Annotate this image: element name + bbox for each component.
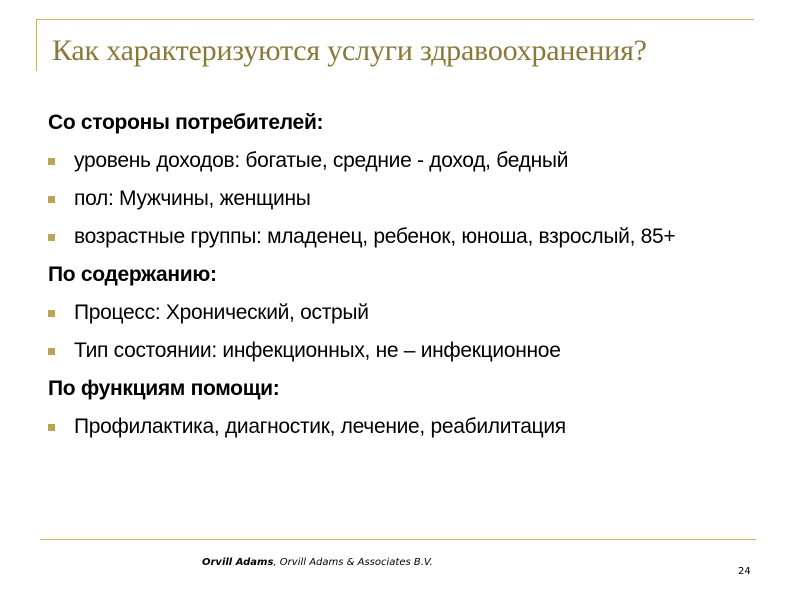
bullet-item xyxy=(48,186,768,212)
footer-credit xyxy=(202,557,433,568)
bullet-square-icon xyxy=(48,310,55,317)
page-number: 24 xyxy=(738,566,751,577)
bullet-text: Профилактика, диагностик, лечение, реабилитация xyxy=(74,415,566,438)
bullet-text: Тип состоянии: инфекционных, не – инфекционное xyxy=(74,339,561,362)
footer-author: Orvill Adams xyxy=(202,557,274,568)
slide-content xyxy=(48,110,768,452)
left-rule xyxy=(36,19,37,71)
footer-organization: , Orvill Adams & Associates B.V. xyxy=(273,557,433,568)
bullet-square-icon xyxy=(48,158,55,165)
bullet-text: возрастные группы: младенец, ребенок, юноша, взрослый, 85+ xyxy=(74,225,676,248)
section-heading: По функциям помощи: xyxy=(48,377,280,400)
bullet-text: пол: Мужчины, женщины xyxy=(74,187,311,210)
bullet-item xyxy=(48,414,768,440)
footer-rule xyxy=(40,539,756,540)
section-heading: Со стороны потребителей: xyxy=(48,111,324,134)
bullet-item xyxy=(48,148,768,174)
bullet-square-icon xyxy=(48,196,55,203)
bullet-item xyxy=(48,300,768,326)
section-heading: По содержанию: xyxy=(48,263,217,286)
bullet-square-icon xyxy=(48,424,55,431)
bullet-text: Процесс: Хронический, острый xyxy=(74,301,369,324)
bullet-text: уровень доходов: богатые, средние - доход, бедный xyxy=(74,149,569,172)
bullet-item xyxy=(48,338,768,364)
top-rule xyxy=(36,19,754,20)
slide-title: Как характеризуются услуги здравоохранения? xyxy=(52,34,647,67)
bullet-item xyxy=(48,224,768,250)
bullet-square-icon xyxy=(48,348,55,355)
bullet-square-icon xyxy=(48,234,55,241)
